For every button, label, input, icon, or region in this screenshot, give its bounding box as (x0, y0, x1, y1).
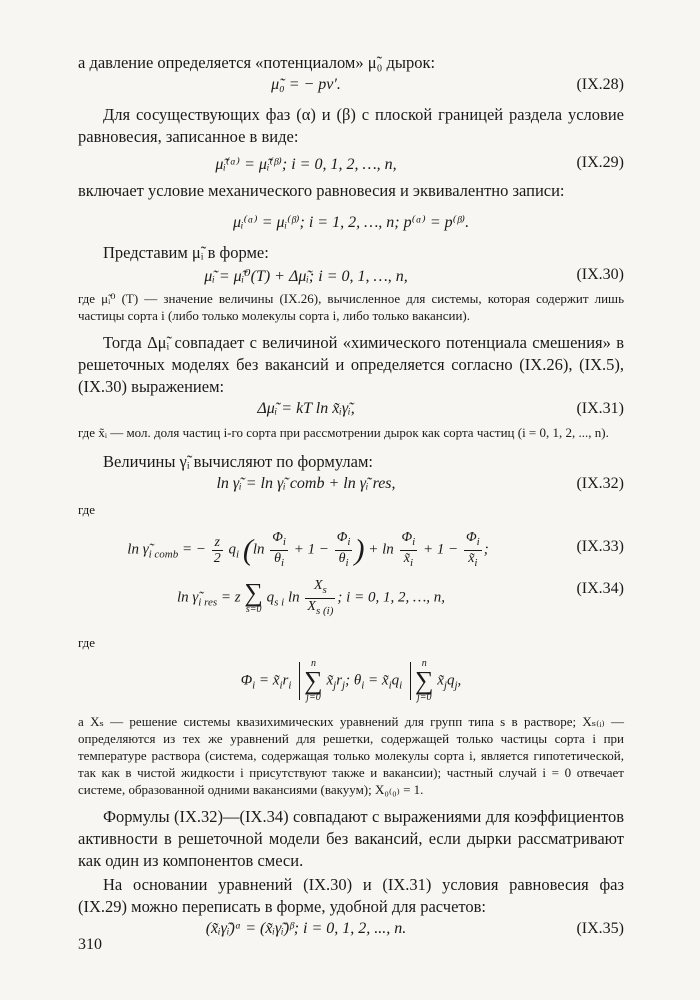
paragraph: Тогда Δμ̃ᵢ совпадает с величиной «химического потенциала смешения» в решеточных моделях без вакансий и определяется согласно (IX.26), (IX.5), (IX.30) выражением: (78, 333, 624, 396)
equation-ix32 (78, 473, 624, 499)
equation-ix35 (78, 918, 624, 944)
equation-number: (IX.29) (576, 154, 624, 171)
equation-phi-theta (78, 655, 624, 709)
paragraph: Величины γ̃ᵢ вычисляют по формулам: (103, 452, 373, 471)
paragraph: На основании уравнений (IX.30) и (IX.31) условия равновесия фаз (IX.29) можно переписать в форме, удобной для расчетов: (78, 875, 624, 916)
equation-number: (IX.33) (576, 538, 624, 555)
equation-ix29 (78, 152, 624, 178)
equation-formula: μ̃ᵢ⁽ᵅ⁾ = μ̃ᵢ⁽ᵝ⁾; i = 0, 1, 2, …, n, (215, 156, 397, 173)
footnote-text: где x̃ᵢ — мол. доля частиц i-го сорта при рассмотрении дырок как сорта частиц (i = 0, 1, 2, ..., n). (78, 425, 609, 440)
equation-number: (IX.34) (576, 580, 624, 597)
equation-number: (IX.31) (576, 400, 624, 417)
equation-number: (IX.30) (576, 266, 624, 283)
equation-ix28 (78, 74, 624, 100)
paragraph: включает условие механического равновесия и эквивалентно записи: (78, 181, 565, 200)
equation-formula: $\ln \gammã_{i res} = z$ ∑ s=0 $q_{s i}$ ln $\frac{X_s}{X_{s (i)}}$ ; i = 0, 1, 2, …, n, (176, 578, 446, 617)
equation-ix30 (78, 264, 624, 290)
paragraph: Формулы (IX.32)—(IX.34) совпадают с выражениями для коэффициентов активности в решеточной модели без вакансий, если дырки рассматривают как один из компонентов смеси. (78, 807, 624, 870)
equation-formula: $\ln \gammã_{i comb}$ = − $\frac{z}{2}$ $q_i$ (ln $\frac{\Phi_i}{\theta_i}$ + 1 − $\frac{\Phi_i}{\theta_i}$ ) + ln $\frac{\Phi_i}{x̃_i}$ + 1 − $\frac{\Phi_i}{x̃_i}$ ; (127, 530, 489, 569)
equation-number: (IX.28) (576, 76, 624, 93)
footnote-text: где μ̃ᵢ⁰ (T) — значение величины (IX.26), вычисленное для системы, которая содержит лишь частицы сорта i (либо только молекулы сорта i, либо только вакансии). (78, 291, 624, 323)
equation-number: (IX.32) (576, 475, 624, 492)
equation-formula: Δμ̃ᵢ = kT ln x̃ᵢγ̃ᵢ, (257, 400, 355, 417)
paragraph: Представим μ̃ᵢ в форме: (103, 243, 269, 262)
equation-formula: ln γ̃ᵢ = ln γ̃ᵢ comb + ln γ̃ᵢ res, (216, 475, 396, 492)
equation-formula: μᵢ⁽ᵅ⁾ = μᵢ⁽ᵝ⁾; i = 1, 2, …, n; p⁽ᵅ⁾ = p⁽ᵝ⁾. (232, 214, 470, 231)
page-number: 310 (78, 936, 102, 953)
equation-ix31 (78, 398, 624, 424)
equation-formula: μ̃₀ = − pv′. (271, 76, 341, 93)
equation-mechanical (78, 210, 624, 236)
footnote-text: а Xₛ — решение системы квазихимических уравнений для групп типа s в растворе; Xₛ₍ᵢ₎ — определяются из тех же уравнений для решетки, содержащей только частицы сорта i при температуре раствора (система, содержащая только молекулы сорта i, является гипотетической, так как в чистой жидкости i присутствуют также и вакансии); частный случай i = 0 отвечает системе, образованной одними вакансиями (вакуум); X₀₍₀₎ = 1. (78, 714, 624, 797)
equation-formula: $\Phi_i$ = $x̃_ir_i$ n ∑ j=0 $x̃_jr_j$; $\theta_i$ = $x̃_iq_i$ n ∑ j=0 $x̃_jq_j$, (240, 658, 462, 703)
equation-number: (IX.35) (576, 920, 624, 937)
equation-formula: (x̃ᵢγ̃ᵢ)ᵅ = (x̃ᵢγ̃ᵢ)ᵝ; i = 0, 1, 2, ..., n. (205, 920, 407, 937)
where-label: где (78, 502, 96, 517)
paragraph: а давление определяется «потенциалом» μ̃₀ дырок: (78, 53, 436, 72)
equation-formula: μ̃ᵢ = μ̃ᵢ⁰(T) + Δμ̃ᵢ; i = 0, 1, …, n, (204, 268, 408, 285)
equation-ix34 (78, 574, 624, 630)
page-body (78, 52, 624, 944)
paragraph: Для сосуществующих фаз (α) и (β) с плоской границей раздела условие равновесия, записанное в виде: (78, 105, 624, 146)
equation-ix33 (78, 524, 624, 574)
where-label: где (78, 635, 96, 650)
